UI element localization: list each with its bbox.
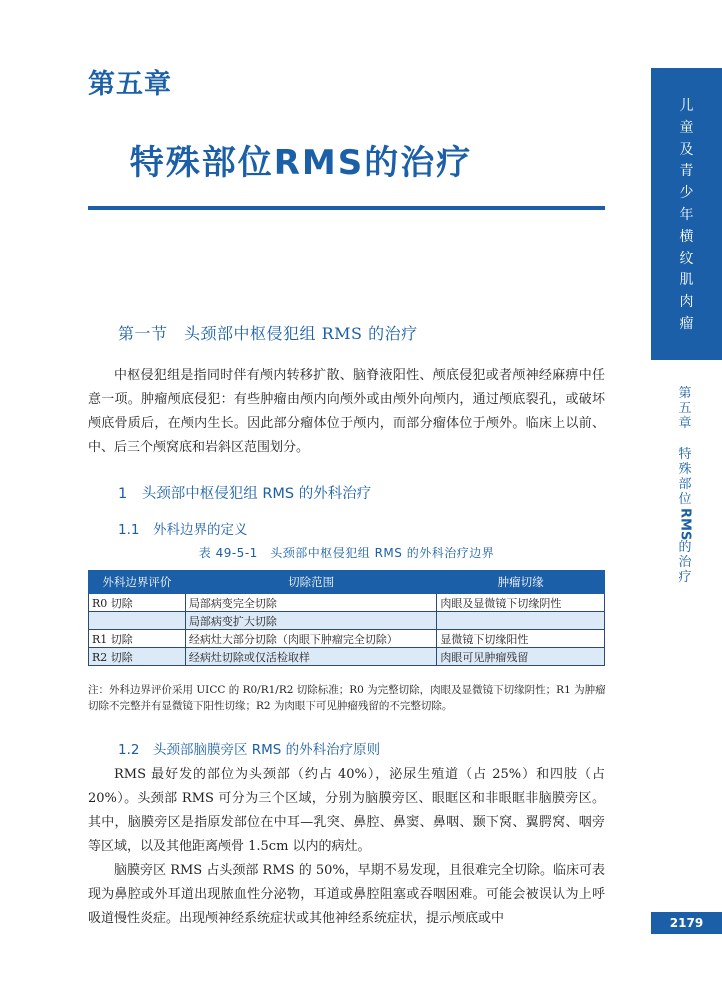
- table-cell: [437, 612, 605, 630]
- table-cell: 经病灶大部分切除（肉眼下肿瘤完全切除）: [185, 630, 437, 648]
- table-cell: 局部病变扩大切除: [185, 612, 437, 630]
- paragraph-body-1: RMS 最好发的部位为头颈部（约占 40%），泌尿生殖道（占 25%）和四肢（占 20%）。头颈部 RMS 可分为三个区域，分别为脑膜旁区、眼眶区和非眼眶非脑膜旁区。其中，脑膜旁区是指原发部位在中耳—乳突、鼻腔、鼻窦、鼻咽、颞下窝、翼腭窝、咽旁等区域，以及其他距离颅骨 1.5cm 以内的病灶。: [88, 767, 605, 854]
- table-cell: 肉眼可见肿瘤残留: [437, 648, 605, 666]
- table-cell: 局部病变完全切除: [185, 594, 437, 612]
- table-row: [89, 648, 605, 666]
- section-heading: 第一节 头颈部中枢侵犯组 RMS 的治疗: [118, 324, 418, 343]
- table-header-cell: 切除范围: [185, 571, 437, 594]
- table-caption: 表 49-5-1 头颈部中枢侵犯组 RMS 的外科治疗边界: [198, 546, 495, 560]
- table-cell: 经病灶切除或仅活检取样: [185, 648, 437, 666]
- table-cell: R2 切除: [89, 648, 186, 666]
- subsection-heading-1-1: 1.1 外科边界的定义: [118, 522, 248, 538]
- table-cell: 显微镜下切缘阳性: [437, 630, 605, 648]
- chapter-label: 第五章: [88, 69, 172, 100]
- table-header-cell: 肿瘤切缘: [437, 571, 605, 594]
- paragraph-body-2: 脑膜旁区 RMS 占头颈部 RMS 的 50%，早期不易发现，且很难完全切除。临床可表现为鼻腔或外耳道出现脓血性分泌物，耳道或鼻腔阻塞或吞咽困难。可能会被误认为上呼吸道慢性炎症。出现颅神经系统症状或其他神经系统症状，提示颅底或中: [88, 863, 605, 926]
- table-cell: R0 切除: [89, 594, 186, 612]
- paragraph-intro: 中枢侵犯组是指同时伴有颅内转移扩散、脑脊液阳性、颅底侵犯或者颅神经麻痹中任意一项。肿瘤颅底侵犯：有些肿瘤由颅内向颅外或由颅外向颅内，通过颅底裂孔，或破坏颅底骨质后，在颅内生长。因此部分瘤体位于颅内，而部分瘤体位于颅外。临床上以前、中、后三个颅窝底和岩斜区范围划分。: [88, 368, 605, 455]
- subsection-heading-1: 1 头颈部中枢侵犯组 RMS 的外科治疗: [118, 486, 372, 502]
- subsection-heading-1-2: 1.2 头颈部脑膜旁区 RMS 的外科治疗原则: [118, 742, 381, 758]
- side-chapter-title: 第 五 章 特 殊 部 位 RMS 的 治 疗: [677, 386, 693, 586]
- title-rule: [88, 206, 605, 210]
- table-row: [89, 630, 605, 648]
- page-number: 2179: [651, 912, 722, 934]
- table-note: 注：外科边界评价采用 UICC 的 R0/R1/R2 切除标准；R0 为完整切除，肉眼及显微镜下切缘阴性；R1 为肿瘤切除不完整并有显微镜下阳性切缘；R2 为肉眼下可见肿瘤残留的不完整切除。: [88, 684, 606, 712]
- chapter-title: 特殊部位RMS的治疗: [129, 143, 473, 183]
- table-cell: R1 切除: [89, 630, 186, 648]
- side-book-title: 儿 童 及 青 少 年 横 纹 肌 肉 瘤: [679, 98, 694, 332]
- table-row: [89, 594, 605, 612]
- table-cell: [89, 612, 186, 630]
- table-header-row: [89, 571, 605, 594]
- table-header-cell: 外科边界评价: [89, 571, 186, 594]
- table-cell: 肉眼及显微镜下切缘阴性: [437, 594, 605, 612]
- table-row: [89, 612, 605, 630]
- surgical-margin-table: [88, 570, 605, 666]
